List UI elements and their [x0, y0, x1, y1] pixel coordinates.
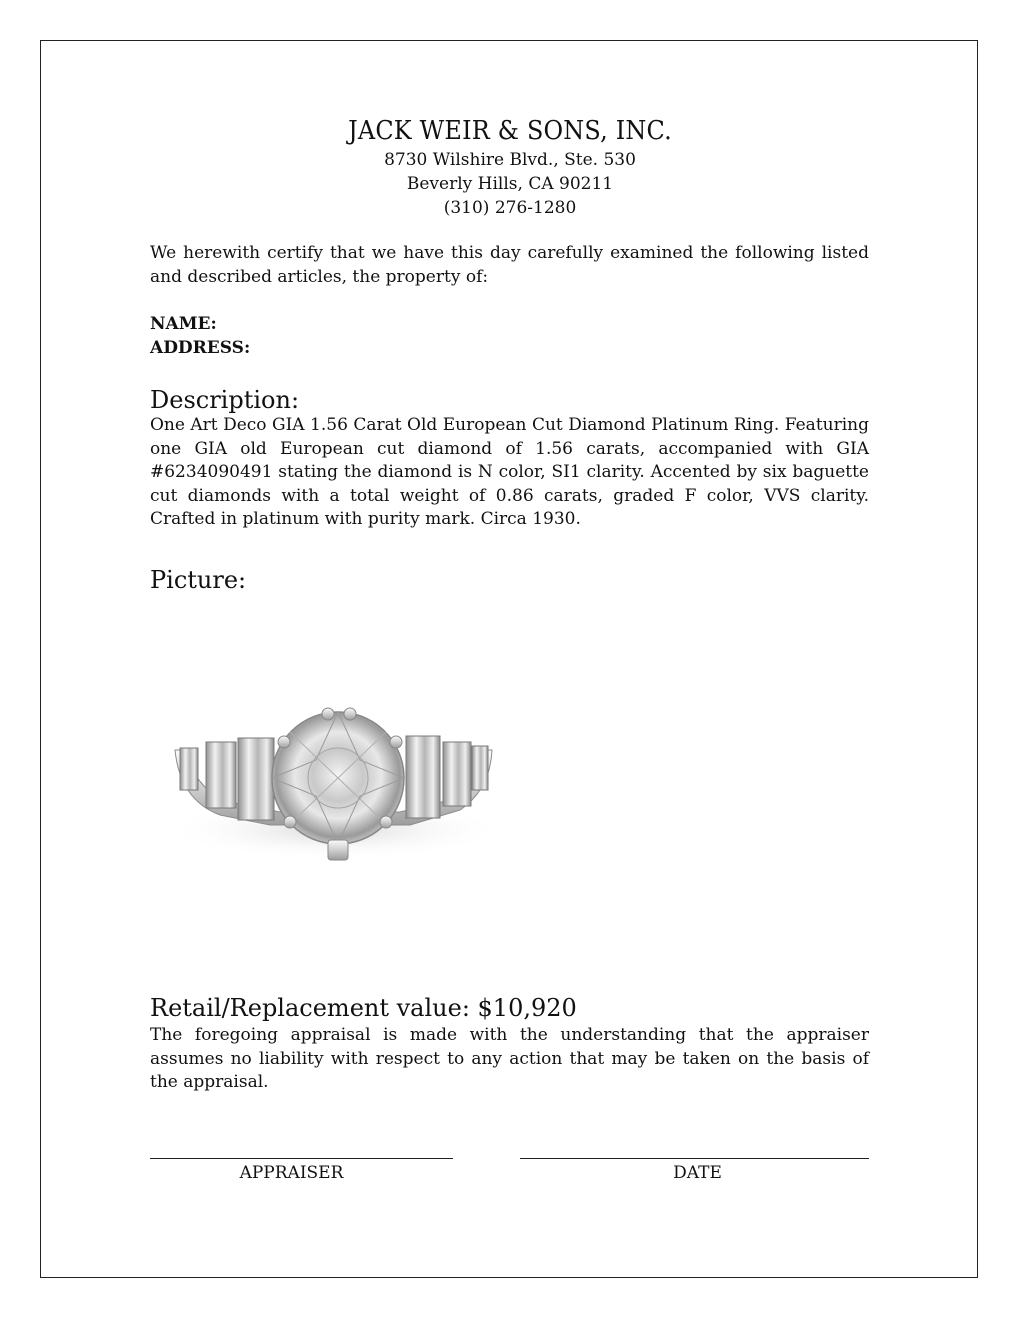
value-heading: Retail/Replacement value: $10,920	[150, 994, 577, 1022]
name-label: NAME:	[150, 314, 217, 334]
company-name: JACK WEIR & SONS, INC.	[348, 116, 672, 146]
address-line-1: 8730 Wilshire Blvd., Ste. 530	[384, 150, 636, 170]
phone-number: (310) 276-1280	[443, 198, 577, 218]
certify-paragraph: We herewith certify that we have this day carefully examined the following listed and described articles, the property of:	[150, 243, 869, 287]
letterhead	[0, 114, 1020, 220]
description-heading: Description:	[150, 386, 300, 414]
ring-photo	[160, 690, 510, 880]
disclaimer-text: The foregoing appraisal is made with the understanding that the appraiser assumes no liability with respect to any action that may be taken on the basis of the appraisal.	[150, 1025, 869, 1092]
appraiser-label: APPRAISER	[239, 1163, 344, 1183]
appraiser-signature-line	[150, 1158, 453, 1159]
address-label: ADDRESS:	[150, 338, 251, 358]
date-label: DATE	[673, 1163, 722, 1183]
date-signature-line	[520, 1158, 869, 1159]
description-text: One Art Deco GIA 1.56 Carat Old European Cut Diamond Platinum Ring. Featuring one GIA old European cut diamond of 1.56 carats, accompanied with GIA #6234090491 stating the diamond is N color, SI1 clarity. Accented by six baguette cut diamonds with a total weight of 0.86 carats, graded F color, VVS clarity. Crafted in platinum with purity mark. Circa 1930.	[150, 415, 869, 529]
address-line-2: Beverly Hills, CA 90211	[406, 174, 614, 194]
picture-heading: Picture:	[150, 566, 247, 594]
